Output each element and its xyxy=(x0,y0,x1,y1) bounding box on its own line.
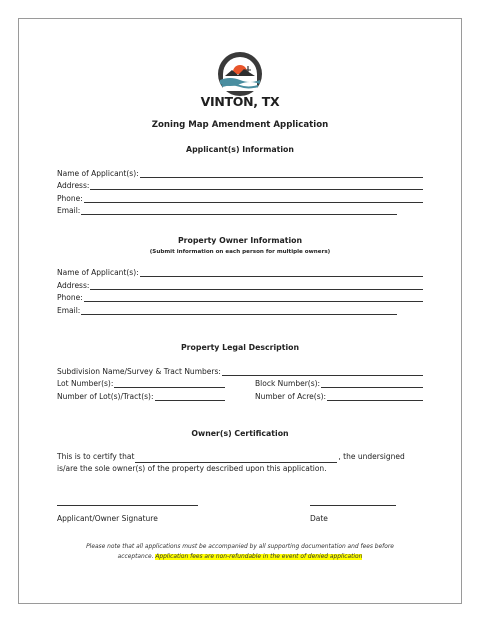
owner-email-label: Email: xyxy=(57,306,81,315)
applicant-name-field[interactable] xyxy=(57,167,423,178)
certification-line-2: is/are the sole owner(s) of the property described upon this application. xyxy=(57,464,327,473)
subdivision-line[interactable] xyxy=(222,367,423,376)
owner-email-line[interactable] xyxy=(81,306,397,315)
certifier-name-line[interactable] xyxy=(135,454,337,463)
applicant-heading: Applicant(s) Information xyxy=(186,145,294,154)
date-line[interactable] xyxy=(310,505,396,506)
applicant-address-label: Address: xyxy=(57,181,90,190)
lot-number-label: Lot Number(s): xyxy=(57,379,114,388)
owner-subnote: (Submit information on each person for multiple owners) xyxy=(149,249,331,255)
applicant-email-label: Email: xyxy=(57,206,81,215)
owner-name-line[interactable] xyxy=(140,268,423,277)
owner-address-line[interactable] xyxy=(90,281,423,290)
logo-text: VINTON, TX xyxy=(200,94,280,109)
applicant-phone-field[interactable] xyxy=(57,192,423,203)
owner-phone-field[interactable] xyxy=(57,291,423,302)
acre-count-label: Number of Acre(s): xyxy=(255,392,327,401)
footer-note-line-1: Please note that all applications must be accompanied by all supporting documentation and fees before xyxy=(86,544,394,550)
footer-note-acceptance: acceptance. xyxy=(117,554,154,560)
subdivision-field[interactable] xyxy=(57,365,423,376)
lot-count-label: Number of Lot(s)/Tract(s): xyxy=(57,392,154,401)
lot-number-line[interactable] xyxy=(114,379,225,388)
certification-start: This is to certify that xyxy=(57,452,135,461)
lot-number-field[interactable] xyxy=(57,377,225,388)
refund-warning-highlight: Application fees are non-refundable in the event of denied application xyxy=(155,554,363,560)
signature-label: Applicant/Owner Signature xyxy=(57,514,158,523)
block-number-field[interactable] xyxy=(255,377,423,388)
block-number-label: Block Number(s): xyxy=(255,379,321,388)
owner-name-label: Name of Applicant(s): xyxy=(57,268,139,277)
legal-heading: Property Legal Description xyxy=(180,343,300,352)
owner-address-field[interactable] xyxy=(57,279,423,290)
applicant-email-field[interactable] xyxy=(57,204,397,215)
date-label: Date xyxy=(310,514,328,523)
subdivision-label: Subdivision Name/Survey & Tract Numbers: xyxy=(57,367,221,376)
applicant-address-field[interactable] xyxy=(57,179,423,190)
owner-address-label: Address: xyxy=(57,281,90,290)
page-title: Zoning Map Amendment Application xyxy=(151,120,329,130)
owner-heading: Property Owner Information xyxy=(177,236,303,245)
applicant-email-line[interactable] xyxy=(81,206,397,215)
signature-line[interactable] xyxy=(57,505,198,506)
certification-line-1 xyxy=(57,451,423,463)
owner-phone-line[interactable] xyxy=(84,293,423,302)
owner-phone-label: Phone: xyxy=(57,293,83,302)
certification-end: , the undersigned xyxy=(338,452,405,461)
applicant-phone-line[interactable] xyxy=(84,194,423,203)
owner-name-field[interactable] xyxy=(57,266,423,277)
acre-count-field[interactable] xyxy=(255,390,423,401)
applicant-phone-label: Phone: xyxy=(57,194,83,203)
lot-count-line[interactable] xyxy=(155,392,226,401)
applicant-name-label: Name of Applicant(s): xyxy=(57,169,139,178)
certification-heading: Owner(s) Certification xyxy=(191,429,289,438)
owner-email-field[interactable] xyxy=(57,304,397,315)
lot-count-field[interactable] xyxy=(57,390,225,401)
applicant-name-line[interactable] xyxy=(140,169,423,178)
acre-count-line[interactable] xyxy=(327,392,423,401)
footer-note-line-2 xyxy=(0,553,480,562)
applicant-address-line[interactable] xyxy=(90,181,423,190)
block-number-line[interactable] xyxy=(321,379,423,388)
